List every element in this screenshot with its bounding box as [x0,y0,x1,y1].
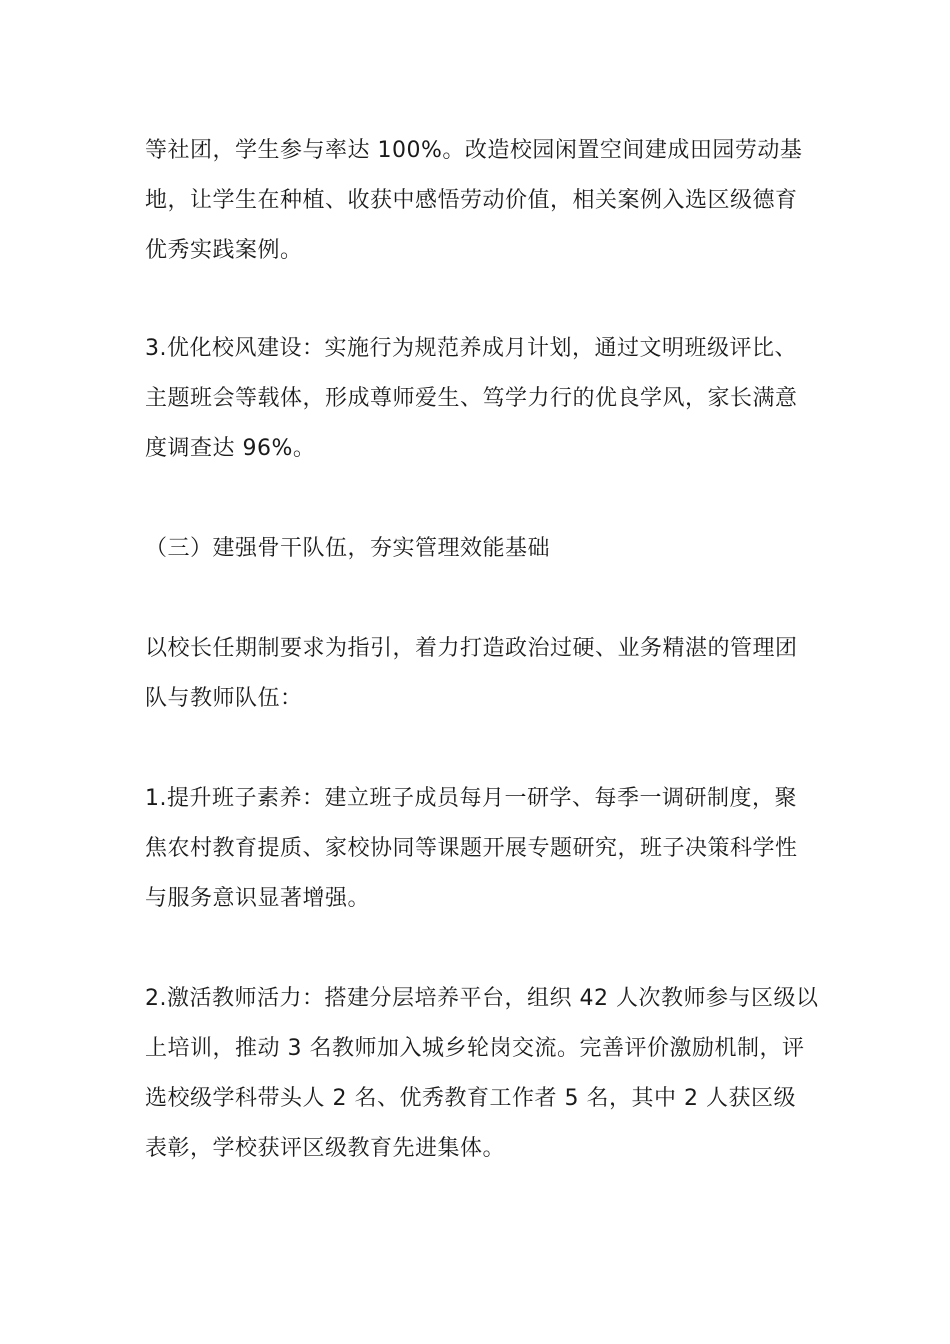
text-line: 选校级学科带头人 2 名、优秀教育工作者 5 名，其中 2 人获区级 [145,1086,796,1111]
text-line: 主题班会等载体，形成尊师爱生、笃学力行的优良学风，家长满意 [145,386,798,411]
paragraph-team-intro [145,624,815,724]
text-line: 3.优化校风建设：实施行为规范养成月计划，通过文明班级评比、 [145,336,797,361]
text-line: 表彰，学校获评区级教育先进集体。 [145,1136,506,1161]
text-line: 等社团，学生参与率达 100%。改造校园闲置空间建成田园劳动基 [145,138,803,163]
text-line: 地，让学生在种植、收获中感悟劳动价值，相关案例入选区级德育 [145,188,798,213]
text-line: 1.提升班子素养：建立班子成员每月一研学、每季一调研制度，聚 [145,786,797,811]
paragraph-leadership [145,774,815,924]
text-line: 上培训，推动 3 名教师加入城乡轮岗交流。完善评价激励机制，评 [145,1036,805,1061]
text-line: 焦农村教育提质、家校协同等课题开展专题研究，班子决策科学性 [145,836,798,861]
text-line: 队与教师队伍： [145,686,303,711]
text-line: 2.激活教师活力：搭建分层培养平台，组织 42 人次教师参与区级以 [145,986,819,1011]
text-line: 以校长任期制要求为指引，着力打造政治过硬、业务精湛的管理团 [145,636,798,661]
text-line: 优秀实践案例。 [145,238,303,263]
text-line: 度调查达 96%。 [145,436,316,461]
paragraph-teacher-vitality [145,974,819,1174]
section-heading [145,524,815,574]
heading-text: （三）建强骨干队伍，夯实管理效能基础 [145,536,551,561]
text-line: 与服务意识显著增强。 [145,886,371,911]
paragraph-school-ethos [145,324,815,474]
paragraph-student-clubs [145,126,815,276]
